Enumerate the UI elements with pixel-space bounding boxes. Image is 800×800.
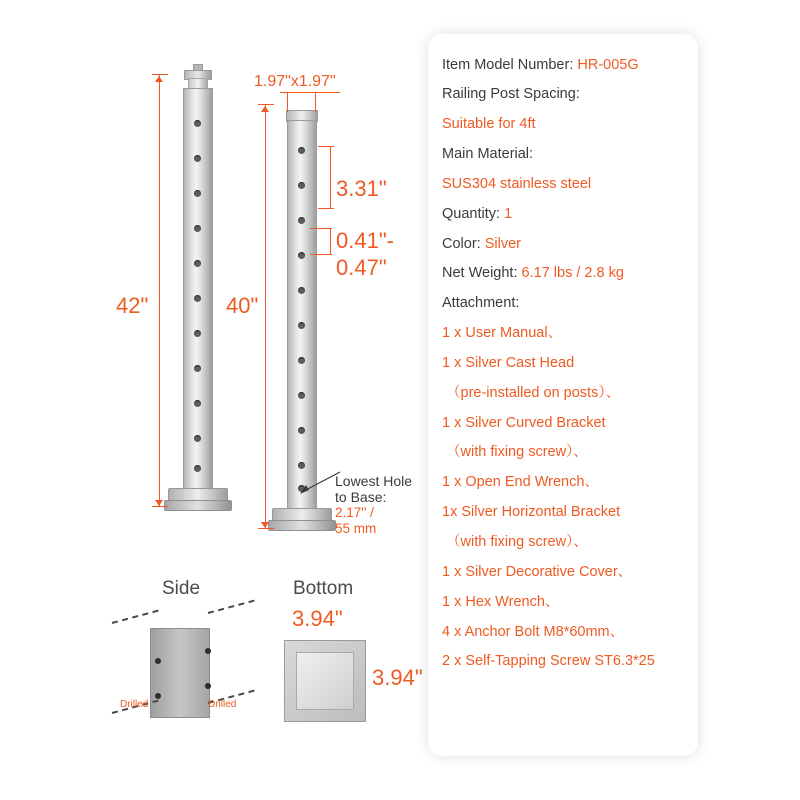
spec-value: 6.17 lbs / 2.8 kg <box>521 265 624 282</box>
specification-list <box>428 50 698 677</box>
spec-value: 1 <box>504 205 513 222</box>
post-42-hole <box>194 400 201 407</box>
post-42-hole <box>194 260 201 267</box>
bottom-view-inner-square <box>296 652 354 710</box>
spec-label: Quantity: <box>442 205 505 222</box>
dimension-tick-40-top <box>258 104 274 105</box>
spec-value: 4 x Anchor Bolt M8*60mm、 <box>442 623 625 640</box>
post-40-body <box>287 120 317 510</box>
side-view-drill-point <box>155 693 161 699</box>
spec-item <box>428 229 698 259</box>
post-40-hole <box>298 357 305 364</box>
spec-value: 1 x Silver Decorative Cover、 <box>442 563 633 580</box>
label-bottom-height: 3.94" <box>372 665 423 690</box>
label-lowest-hole-value2: 55 mm <box>335 521 377 536</box>
side-view-title: Side <box>162 578 201 599</box>
post-40-hole <box>298 252 305 259</box>
dimension-tick-hole-bottom <box>310 254 332 255</box>
post-40-hole <box>298 147 305 154</box>
post-42-hole <box>194 365 201 372</box>
spec-item <box>428 140 698 170</box>
dimension-line-331 <box>330 146 331 208</box>
dimension-tick-40-bottom <box>258 528 274 529</box>
post-40-hole <box>298 217 305 224</box>
side-view-drill-point <box>205 683 211 689</box>
dimension-tick-42-bottom <box>152 506 168 507</box>
spec-item <box>428 348 698 378</box>
post-40-hole <box>298 322 305 329</box>
dimension-arrow-42-bottom <box>155 500 163 506</box>
spec-value: 1 x Silver Cast Head <box>442 354 575 371</box>
spec-label: Attachment: <box>442 295 520 312</box>
spec-item <box>428 259 698 289</box>
spec-item <box>428 617 698 647</box>
dimension-arrow-40-top <box>261 106 269 112</box>
post-42-hole <box>194 330 201 337</box>
post-42-hole <box>194 225 201 232</box>
post-40-base-plate-lower <box>268 520 336 531</box>
post-42-hole <box>194 295 201 302</box>
side-view-cable-line <box>208 600 255 614</box>
dimension-line-top-width <box>280 92 340 93</box>
spec-value: 1 x User Manual、 <box>442 325 563 342</box>
label-drilled-right: Drilled <box>208 699 237 710</box>
spec-label: Railing Post Spacing: <box>442 86 580 103</box>
dimension-tick-42-top <box>152 74 168 75</box>
label-lowest-hole-value1: 2.17'' / <box>335 505 374 520</box>
spec-item <box>428 408 698 438</box>
spec-item <box>428 50 698 80</box>
label-hole-size-1: 0.41"- <box>336 228 394 253</box>
spec-value: 2 x Self-Tapping Screw ST6.3*25 <box>442 653 655 670</box>
label-lowest-hole-line2: to Base: <box>335 489 387 505</box>
spec-value: SUS304 stainless steel <box>442 175 592 192</box>
spec-item <box>428 557 698 587</box>
spec-item <box>428 110 698 140</box>
dimension-tick-top-left <box>287 92 288 112</box>
spec-item <box>428 80 698 110</box>
dimension-line-40 <box>265 104 266 528</box>
spec-item <box>428 319 698 349</box>
label-post-42-height: 42" <box>116 293 149 318</box>
spec-value: （with fixing screw）、 <box>446 444 588 461</box>
post-42-hole <box>194 120 201 127</box>
spec-item <box>428 647 698 677</box>
spec-item <box>428 528 698 558</box>
side-view-drill-point <box>155 658 161 664</box>
spec-value: Silver <box>484 235 521 252</box>
spec-item <box>428 199 698 229</box>
label-post-40-height: 40" <box>226 293 259 318</box>
post-40-hole <box>298 427 305 434</box>
label-lowest-hole-line1: Lowest Hole <box>335 473 413 489</box>
spec-item <box>428 289 698 319</box>
spec-value: 1 x Silver Curved Bracket <box>442 414 606 431</box>
spec-label: Item Model Number: <box>442 56 578 73</box>
spec-item <box>428 378 698 408</box>
dimension-line-hole <box>330 228 331 254</box>
post-40-hole <box>298 392 305 399</box>
post-42-base-plate-lower <box>164 500 232 511</box>
spec-item <box>428 468 698 498</box>
spec-value: HR-005G <box>577 56 639 73</box>
post-40-hole <box>298 182 305 189</box>
label-drilled-left: Drilled <box>120 699 149 710</box>
spec-item <box>428 438 698 468</box>
dimension-tick-top-right <box>315 92 316 112</box>
dimension-arrow-40-bottom <box>261 522 269 528</box>
spec-item <box>428 498 698 528</box>
specification-card <box>428 34 698 756</box>
spec-item <box>428 587 698 617</box>
spec-value: 1 x Hex Wrench、 <box>442 593 560 610</box>
side-view-cable-line <box>112 610 159 624</box>
dimension-tick-hole-top <box>310 228 332 229</box>
post-42-hole <box>194 465 201 472</box>
bottom-view-title: Bottom <box>293 578 354 599</box>
dimension-arrow-42-top <box>155 76 163 82</box>
post-42-hole <box>194 155 201 162</box>
side-view-drill-point <box>205 648 211 654</box>
label-top-dimension: 1.97"x1.97" <box>254 73 336 90</box>
label-hole-spacing: 3.31" <box>336 176 387 201</box>
side-view-post <box>150 628 210 718</box>
dimension-line-42 <box>159 74 160 506</box>
label-bottom-width: 3.94" <box>292 606 343 631</box>
post-40-hole <box>298 287 305 294</box>
label-hole-size-2: 0.47" <box>336 255 387 280</box>
spec-label: Net Weight: <box>442 265 522 282</box>
dimension-tick-331-bottom <box>318 208 334 209</box>
dimension-tick-331-top <box>318 146 334 147</box>
spec-label: Main Material: <box>442 146 534 163</box>
spec-value: （pre-installed on posts）、 <box>446 384 621 401</box>
spec-value: Suitable for 4ft <box>442 116 536 133</box>
spec-value: （with fixing screw）、 <box>446 534 588 550</box>
spec-value: 1 x Open End Wrench、 <box>442 474 599 491</box>
spec-item <box>428 169 698 199</box>
post-42-body <box>183 88 213 490</box>
spec-label: Color: <box>442 235 485 252</box>
post-42-hole <box>194 435 201 442</box>
spec-value: 1x Silver Horizontal Bracket <box>442 504 621 521</box>
post-42-hole <box>194 190 201 197</box>
